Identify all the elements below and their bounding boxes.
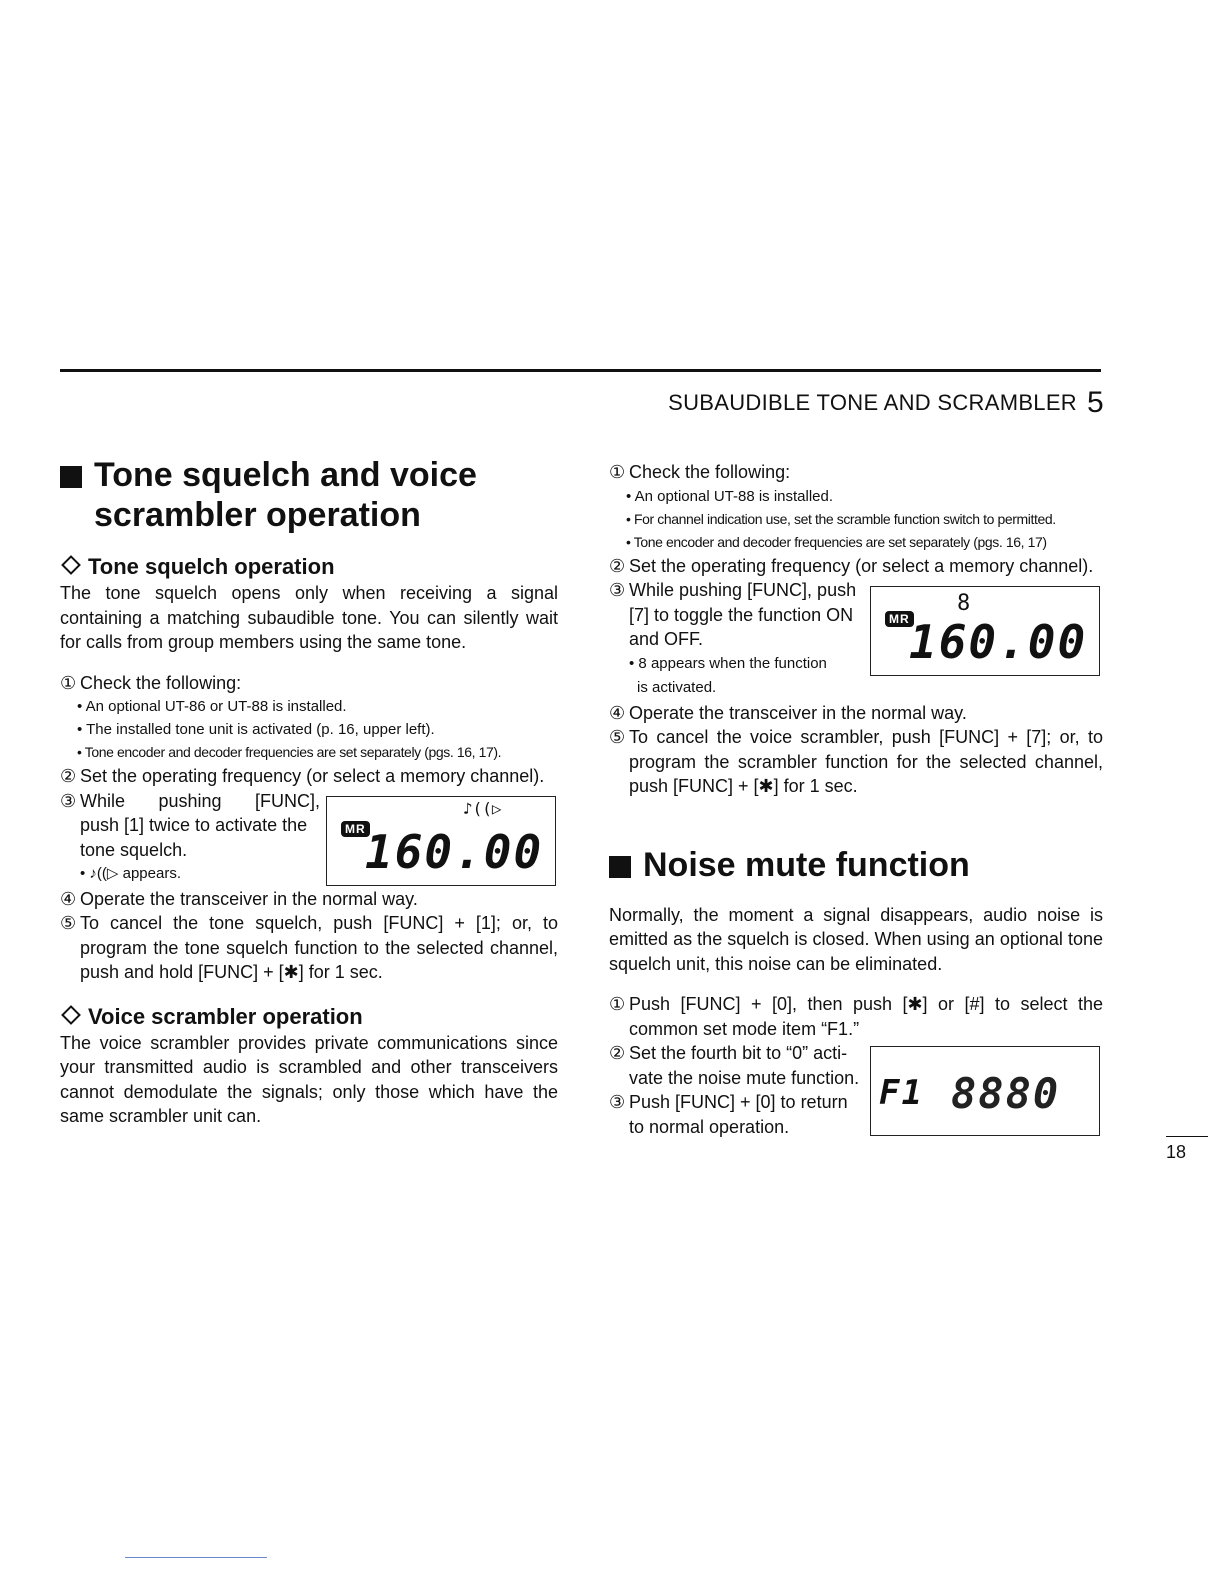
section-square-icon [60, 466, 82, 488]
lcd-display-noise-mute [870, 1046, 1100, 1136]
bottom-rule [125, 1557, 267, 1558]
lcd-bit-value: 8880 [951, 1069, 1061, 1118]
noise-step-1: ① Push [FUNC] + [0], then push [✱] or [#] to select the common set mode item “F1.” [609, 994, 1103, 1039]
section-title-noise-mute: Noise mute function [609, 845, 1103, 885]
lcd-display-tone-squelch [326, 796, 556, 886]
scrambler-bullet-3: • Tone encoder and decoder frequencies are set separately (pgs. 16, 17) [626, 533, 1047, 550]
tone-bullet-2: • The installed tone unit is activated (p. 16, upper left). [77, 721, 435, 738]
tone-step-2: ② Set the operating frequency (or select a memory channel). [60, 766, 545, 786]
noise-step-2: ② Set the fourth bit to “0” acti- vate the noise mute function. [609, 1043, 860, 1088]
subheading-tone-squelch: Tone squelch operation [60, 553, 558, 581]
tone-step-4: ④ Operate the transceiver in the normal way. [60, 888, 418, 909]
diamond-icon [61, 555, 81, 575]
tone-bullet-1: • An optional UT-86 or UT-88 is installed. [77, 698, 347, 715]
chapter-number: 5 [1087, 386, 1104, 419]
tone-bullet-3: • Tone encoder and decoder frequencies are set separately (pgs. 16, 17). [77, 744, 502, 760]
page-number: 18 [1166, 1142, 1187, 1162]
noise-mute-intro: Normally, the moment a signal disappears, audio noise is emitted as the squelch is closed. When using an optional tone squelch unit, this noise can be eliminated. [609, 904, 1103, 974]
tone-squelch-icon: ♪((▷ [463, 799, 502, 818]
mr-indicator: MR [341, 821, 370, 837]
lcd-display-scrambler [870, 586, 1100, 676]
running-header [668, 386, 1104, 420]
subheading-voice-scrambler: Voice scrambler operation [60, 1003, 558, 1031]
header-title: SUBAUDIBLE TONE AND SCRAMBLER [668, 390, 1077, 415]
diamond-icon [61, 1005, 81, 1025]
tone-step-5: ⑤ To cancel the tone squelch, push [FUNC] + [1]; or, to program the tone squelch function to the selected channel, push and hold [FUNC] + [✱] for 1 sec. [60, 913, 558, 982]
scrambler-icon: • 8 [629, 654, 651, 672]
tone-squelch-intro: The tone squelch opens only when receiving a signal containing a matching subaudible tone. You can silently wait for calls from group members using the same tone. [60, 583, 558, 652]
tone-step-1: ① Check the following: [60, 672, 242, 693]
scrambler-step-3: ③ While pushing [FUNC], push [7] to toggle the function ON and OFF. • 8 appears when the function is activated. [609, 580, 857, 696]
tone-icon: • ♪((▷ [80, 865, 123, 882]
mr-indicator: MR [885, 611, 914, 627]
scrambler-step-5: ⑤ To cancel the voice scrambler, push [FUNC] + [7]; or, to program the scrambler function for the selected channel, push [FUNC] + [✱] for 1 sec. [609, 727, 1103, 796]
left-column [60, 455, 558, 1129]
page-number-rule [1166, 1136, 1208, 1137]
noise-step-3: ③ Push [FUNC] + [0] to return to normal operation. [609, 1092, 848, 1137]
lcd-frequency: 160.00 [365, 825, 544, 879]
scrambler-bullet-1: • An optional UT-88 is installed. [626, 487, 834, 505]
tone-step-3: ③ While pushing [FUNC], push [1] twice to activate the tone squelch. • ♪((▷ appears. [60, 790, 320, 882]
scrambler-step-2: ② Set the operating frequency (or select a memory channel). [609, 555, 1094, 576]
lcd-frequency: 160.00 [909, 615, 1088, 669]
right-column [609, 460, 1103, 1139]
scrambler-step-1: ① Check the following: [609, 462, 791, 482]
scrambler-indicator-icon: 8 [957, 591, 971, 616]
section-title-tone-squelch-scrambler: Tone squelch and voice scrambler operation [60, 455, 558, 535]
scrambler-bullet-2: • For channel indication use, set the scramble function switch to permitted. [626, 510, 1056, 527]
voice-scrambler-intro: The voice scrambler provides private communications since your transmitted audio is scrambled and other transceivers cannot demodulate the signals; only those which have the same scrambler unit can. [60, 1032, 558, 1126]
scrambler-step-4: ④ Operate the transceiver in the normal way. [609, 702, 967, 723]
section-square-icon [609, 856, 631, 878]
header-rule [60, 369, 1101, 372]
lcd-item-label: F1 [879, 1073, 924, 1113]
